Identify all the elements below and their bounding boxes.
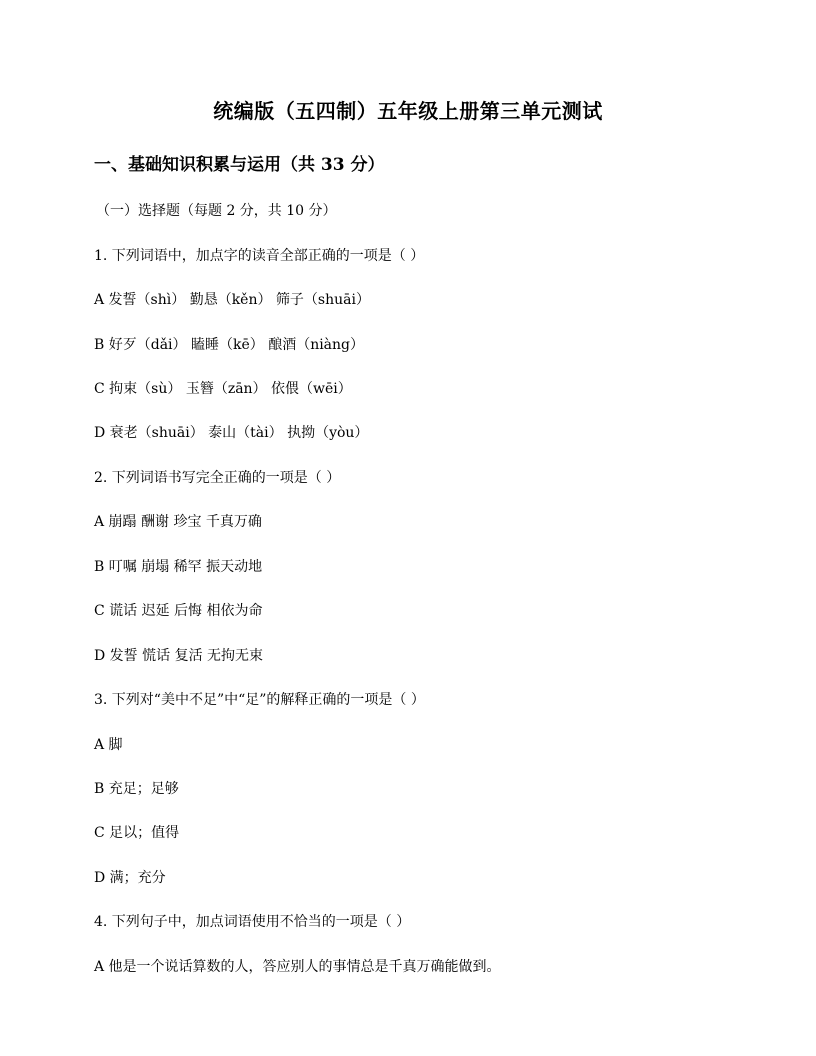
question-3-option-d: D 满；充分 [94,870,166,886]
question-1-option-d: D 衰老（shuāi） 泰山（tài） 执拗（yòu） [94,425,369,441]
question-2-option-d: D 发誓 慌话 复活 无拘无束 [94,648,264,664]
section-heading: 一、基础知识积累与运用（共 33 分） [94,155,385,175]
question-4-option-a: A 他是一个说话算数的人，答应别人的事情总是千真万确能做到。 [94,959,501,975]
question-1-stem: 1. 下列词语中，加点字的读音全部正确的一项是（ ） [94,248,425,264]
question-3-stem: 3. 下列对“美中不足”中“足”的解释正确的一项是（ ） [94,692,425,708]
question-4-stem: 4. 下列句子中，加点词语使用不恰当的一项是（ ） [94,914,411,930]
question-2-option-b: B 叮嘱 崩塌 稀罕 振天动地 [94,559,263,575]
question-1-option-c: C 拘束（sù） 玉簪（zān） 依偎（wēi） [94,381,352,397]
question-1-option-a: A 发誓（shì） 勤恳（kěn） 筛子（shuāi） [94,292,370,308]
question-2-option-a: A 崩蹋 酬谢 珍宝 千真万确 [94,514,262,530]
question-3-option-a: A 脚 [94,737,123,753]
question-3-option-b: B 充足；足够 [94,781,179,797]
page-title: 统编版（五四制）五年级上册第三单元测试 [213,99,603,123]
subsection-heading: （一）选择题（每题 2 分，共 10 分） [96,203,337,219]
question-3-option-c: C 足以；值得 [94,825,180,841]
question-1-option-b: B 好歹（dǎi） 瞌睡（kē） 酿酒（niàng） [94,337,365,353]
question-2-option-c: C 谎话 迟延 后悔 相依为命 [94,603,263,619]
question-2-stem: 2. 下列词语书写完全正确的一项是（ ） [94,470,341,486]
